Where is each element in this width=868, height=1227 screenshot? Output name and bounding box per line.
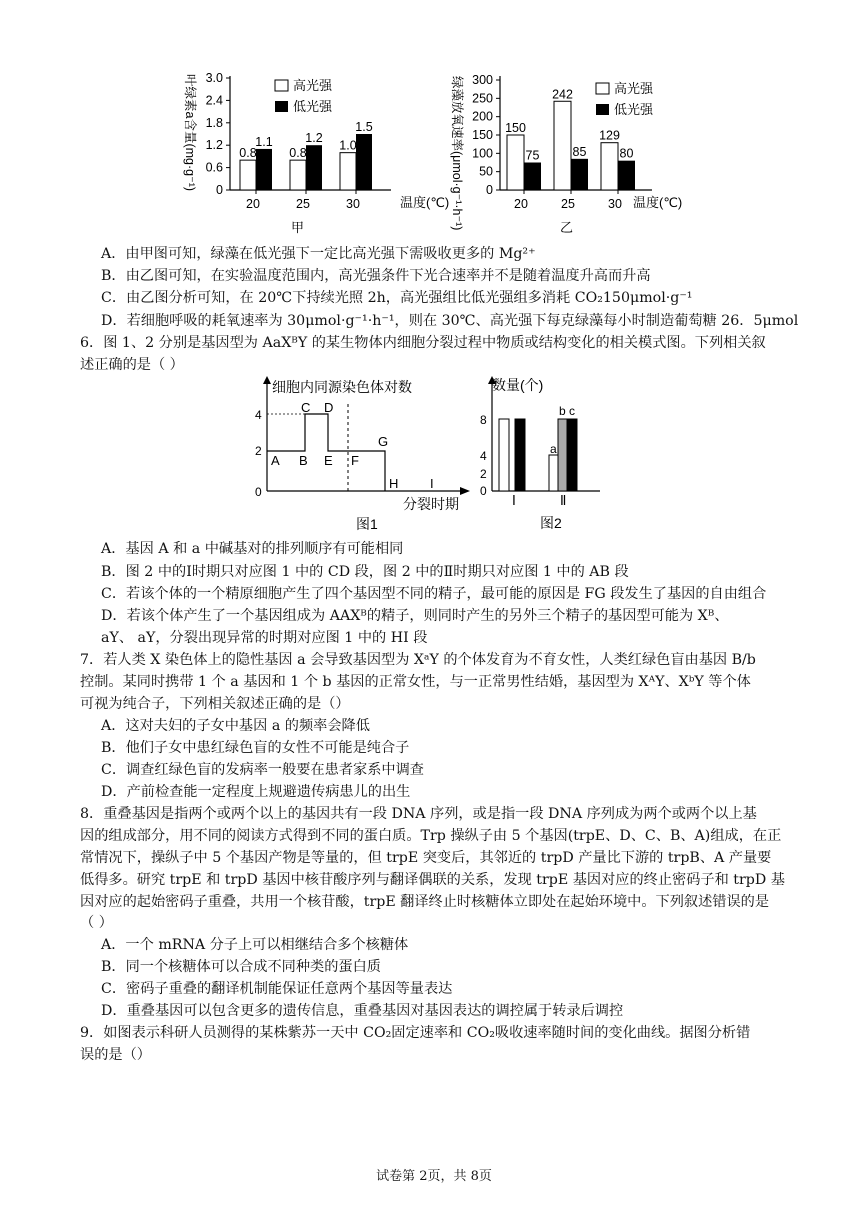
- fig2-ytick-2: 2: [480, 467, 487, 481]
- data-label-low: 75: [525, 148, 540, 163]
- data-label-low: 1.2: [305, 131, 323, 146]
- q8-stem-4: 低得多。研究 trpE 和 trpD 基因中核苷酸序列与翻译偶联的关系，发现 trpE 基因对应的终止密码子和 trpD 基: [80, 872, 785, 888]
- jia-caption: 甲: [291, 220, 305, 235]
- y-tick-label: 250: [472, 91, 493, 106]
- bar-low: [356, 134, 372, 190]
- fig1-ytick-0: 0: [255, 485, 262, 499]
- data-label-high: 129: [599, 128, 620, 143]
- fig1-label-H: H: [389, 476, 399, 491]
- bar-label-c: c: [569, 404, 575, 418]
- data-label-low: 1.5: [355, 120, 373, 134]
- bar-high: [340, 153, 356, 190]
- jia-ylabel: 叶绿素a含量(mg·g⁻¹): [183, 74, 197, 192]
- q6-stem-2: 述正确的是（ ）: [80, 357, 184, 373]
- bar-high: [601, 143, 618, 190]
- fig1-ylabel: 细胞内同源染色体对数: [272, 379, 412, 395]
- bar-c: [567, 419, 577, 491]
- q7-option-c: C．调查红绿色盲的发病率一般要在患者家系中调查: [101, 762, 424, 778]
- q6-option-c: C．若该个体的一个精原细胞产生了四个基因型不同的精子，最可能的原因是 FG 段发生了基因的自由组合: [101, 586, 767, 602]
- data-label-low: 1.1: [255, 134, 273, 149]
- q5-option-c: C．由乙图分析可知，在 20℃下持续光照 2h，高光强组比低光强组多消耗 CO₂150μmol·g⁻¹: [101, 290, 693, 306]
- fig2-ytick-0: 0: [480, 484, 487, 498]
- figure-2: [470, 374, 610, 534]
- fig1-ytick-2: 2: [255, 444, 262, 458]
- chart-yi: [420, 68, 710, 238]
- bar-a: [499, 419, 509, 491]
- bar-high: [240, 160, 256, 190]
- fig1-label-C: C: [301, 400, 311, 415]
- page-footer: 试卷第 2页，共 8页: [376, 1169, 492, 1184]
- data-label-high: 1.0: [339, 138, 357, 153]
- y-tick-label: 2.4: [205, 93, 223, 108]
- bar-label-a: a: [550, 442, 557, 456]
- q8-stem-2: 因的组成部分，用不同的阅读方式得到不同的蛋白质。Trp 操纵子由 5 个基因(trpE、D、C、B、A)组成，在正: [80, 828, 782, 844]
- fig1-label-E: E: [324, 453, 333, 468]
- q7-stem-3: 可视为纯合子，下列相关叙述正确的是（）: [80, 696, 350, 712]
- bar-low: [571, 159, 588, 190]
- q6-option-b: B．图 2 中的Ⅰ时期只对应图 1 中的 CD 段，图 2 中的Ⅱ时期只对应图 1 中的 AB 段: [101, 564, 629, 580]
- fig1-caption: 图1: [356, 516, 378, 532]
- x-tick-label: 25: [296, 197, 310, 211]
- q8-stem-6: （ ）: [80, 915, 113, 931]
- q6-option-d-1: D．若该个体产生了一个基因组成为 AAXᴮ的精子，则同时产生的另外三个精子的基因型可能为 Xᴮ、: [101, 608, 729, 624]
- jia-legend-high: 高光强: [293, 78, 333, 93]
- q8-option-a: A．一个 mRNA 分子上可以相继结合多个核糖体: [101, 937, 409, 953]
- q8-option-c: C．密码子重叠的翻译机制能保证任意两个基因等量表达: [101, 981, 453, 997]
- fig2-ytick-8: 8: [480, 413, 487, 427]
- q5-option-d: D．若细胞呼吸的耗氧速率为 30μmol·g⁻¹·h⁻¹，则在 30℃、高光强下每克绿藻每小时制造葡萄糖 26．5μmol: [101, 313, 799, 329]
- y-tick-label: 1.8: [205, 115, 223, 130]
- y-tick-label: 1.2: [205, 138, 223, 153]
- yi-legend-high-swatch: [596, 83, 609, 94]
- y-tick-label: 3.0: [205, 71, 223, 85]
- x-tick-label: 25: [561, 197, 575, 211]
- q8-option-d: D．重叠基因可以包含更多的遗传信息，重叠基因对基因表达的调控属于转录后调控: [101, 1003, 624, 1019]
- data-label-low: 80: [619, 146, 634, 161]
- yi-legend-high: 高光强: [614, 81, 654, 96]
- yi-legend-low: 低光强: [614, 102, 654, 117]
- data-label-high: 150: [505, 121, 526, 135]
- jia-legend-low: 低光强: [293, 99, 333, 114]
- q9-stem-1: 9．如图表示科研人员测得的某株紫苏一天中 CO₂固定速率和 CO₂吸收速率随时间的变化曲线。据图分析错: [80, 1025, 751, 1041]
- y-tick-label: 150: [472, 128, 493, 142]
- q8-stem-1: 8．重叠基因是指两个或两个以上的基因共有一段 DNA 序列，或是指一段 DNA 序列成为两个或两个以上基: [80, 806, 757, 822]
- x-tick-label: 30: [346, 197, 360, 211]
- bar-high: [507, 135, 524, 190]
- fig1-label-I: I: [430, 476, 434, 491]
- yi-caption: 乙: [560, 220, 574, 235]
- yi-ylabel: 绿藻放氧速率(μmol·g⁻¹·h⁻¹): [450, 76, 464, 231]
- y-tick-label: 50: [479, 164, 493, 179]
- data-label-high: 0.8: [239, 146, 257, 161]
- fig2-cat-II: Ⅱ: [560, 493, 567, 508]
- figure-1: [250, 376, 480, 536]
- fig1-ytick-4: 4: [255, 408, 262, 422]
- fig1-label-A: A: [271, 453, 280, 468]
- bar-low: [524, 163, 541, 191]
- y-tick-label: 0.6: [205, 160, 223, 175]
- x-tick-label: 30: [608, 197, 622, 211]
- bar-low: [256, 149, 272, 190]
- jia-legend-low-swatch: [275, 101, 288, 112]
- x-tick-label: 20: [246, 197, 260, 211]
- fig1-label-B: B: [299, 453, 308, 468]
- bar-low: [618, 161, 635, 190]
- bar-low: [306, 145, 322, 190]
- fig1-label-G: G: [378, 434, 389, 449]
- fig1-xlabel: 分裂时期: [403, 496, 459, 512]
- q8-stem-5: 因对应的起始密码子重叠，共用一个核苷酸，trpE 翻译终止时核糖体立即处在起始环境中。下列叙述错误的是: [80, 894, 770, 910]
- jia-legend-high-swatch: [275, 80, 288, 91]
- fig1-label-D: D: [324, 400, 334, 415]
- q9-stem-2: 误的是（）: [80, 1047, 151, 1063]
- q6-stem-1: 6．图 1、2 分别是基因型为 AaXᴮY 的某生物体内细胞分裂过程中物质或结构变化的相关模式图。下列相关叙: [80, 335, 766, 351]
- chart-jia: [175, 68, 450, 238]
- bar-c: [515, 419, 525, 491]
- fig1-label-F: F: [351, 453, 359, 468]
- yi-xlabel: 温度(℃): [633, 195, 683, 210]
- y-tick-label: 100: [472, 146, 493, 161]
- data-label-high: 242: [552, 87, 573, 102]
- q8-option-b: B．同一个核糖体可以合成不同种类的蛋白质: [101, 959, 381, 975]
- bar-high: [290, 160, 306, 190]
- jia-xlabel: 温度(℃): [400, 195, 450, 210]
- q6-option-a: A．基因 A 和 a 中碱基对的排列顺序有可能相同: [101, 541, 404, 557]
- fig2-ytick-4: 4: [480, 449, 487, 463]
- q5-option-a: A．由甲图可知，绿藻在低光强下一定比高光强下需吸收更多的 Mg²⁺: [101, 246, 536, 262]
- y-tick-label: 0: [216, 183, 223, 197]
- q8-stem-3: 常情况下，操纵子中 5 个基因产物是等量的，但 trpE 突变后，其邻近的 trpD 产量比下游的 trpB、A 产量要: [80, 850, 772, 866]
- fig2-caption: 图2: [540, 515, 562, 531]
- q6-option-d-2: aY、 aY，分裂出现异常的时期对应图 1 中的 HI 段: [101, 630, 428, 646]
- bar-high: [554, 101, 571, 190]
- q7-option-d: D．产前检查能一定程度上规避遗传病患儿的出生: [101, 784, 411, 800]
- y-tick-label: 0: [486, 183, 493, 197]
- yi-legend-low-swatch: [596, 104, 609, 115]
- y-tick-label: 200: [472, 109, 493, 124]
- x-tick-label: 20: [514, 197, 528, 211]
- q7-option-a: A．这对夫妇的子女中基因 a 的频率会降低: [101, 718, 370, 734]
- q5-option-b: B．由乙图可知，在实验温度范围内，高光强条件下光合速率并不是随着温度升高而升高: [101, 268, 651, 284]
- q7-option-b: B．他们子女中患红绿色盲的女性不可能是纯合子: [101, 740, 410, 756]
- q7-stem-2: 控制。某同时携带 1 个 a 基因和 1 个 b 基因的正常女性，与一正常男性结婚，基因型为 XᴬY、XᵇY 等个体: [80, 674, 751, 690]
- data-label-high: 0.8: [289, 146, 307, 161]
- fig2-ylabel: 数量(个): [492, 377, 544, 393]
- bar-label-b: b: [559, 404, 566, 418]
- y-tick-label: 300: [472, 73, 493, 87]
- data-label-low: 85: [572, 144, 587, 159]
- fig2-cat-I: Ⅰ: [512, 493, 516, 508]
- q7-stem-1: 7．若人类 X 染色体上的隐性基因 a 会导致基因型为 XᵃY 的个体发育为不育女性，人类红绿色盲由基因 B/b: [80, 652, 756, 668]
